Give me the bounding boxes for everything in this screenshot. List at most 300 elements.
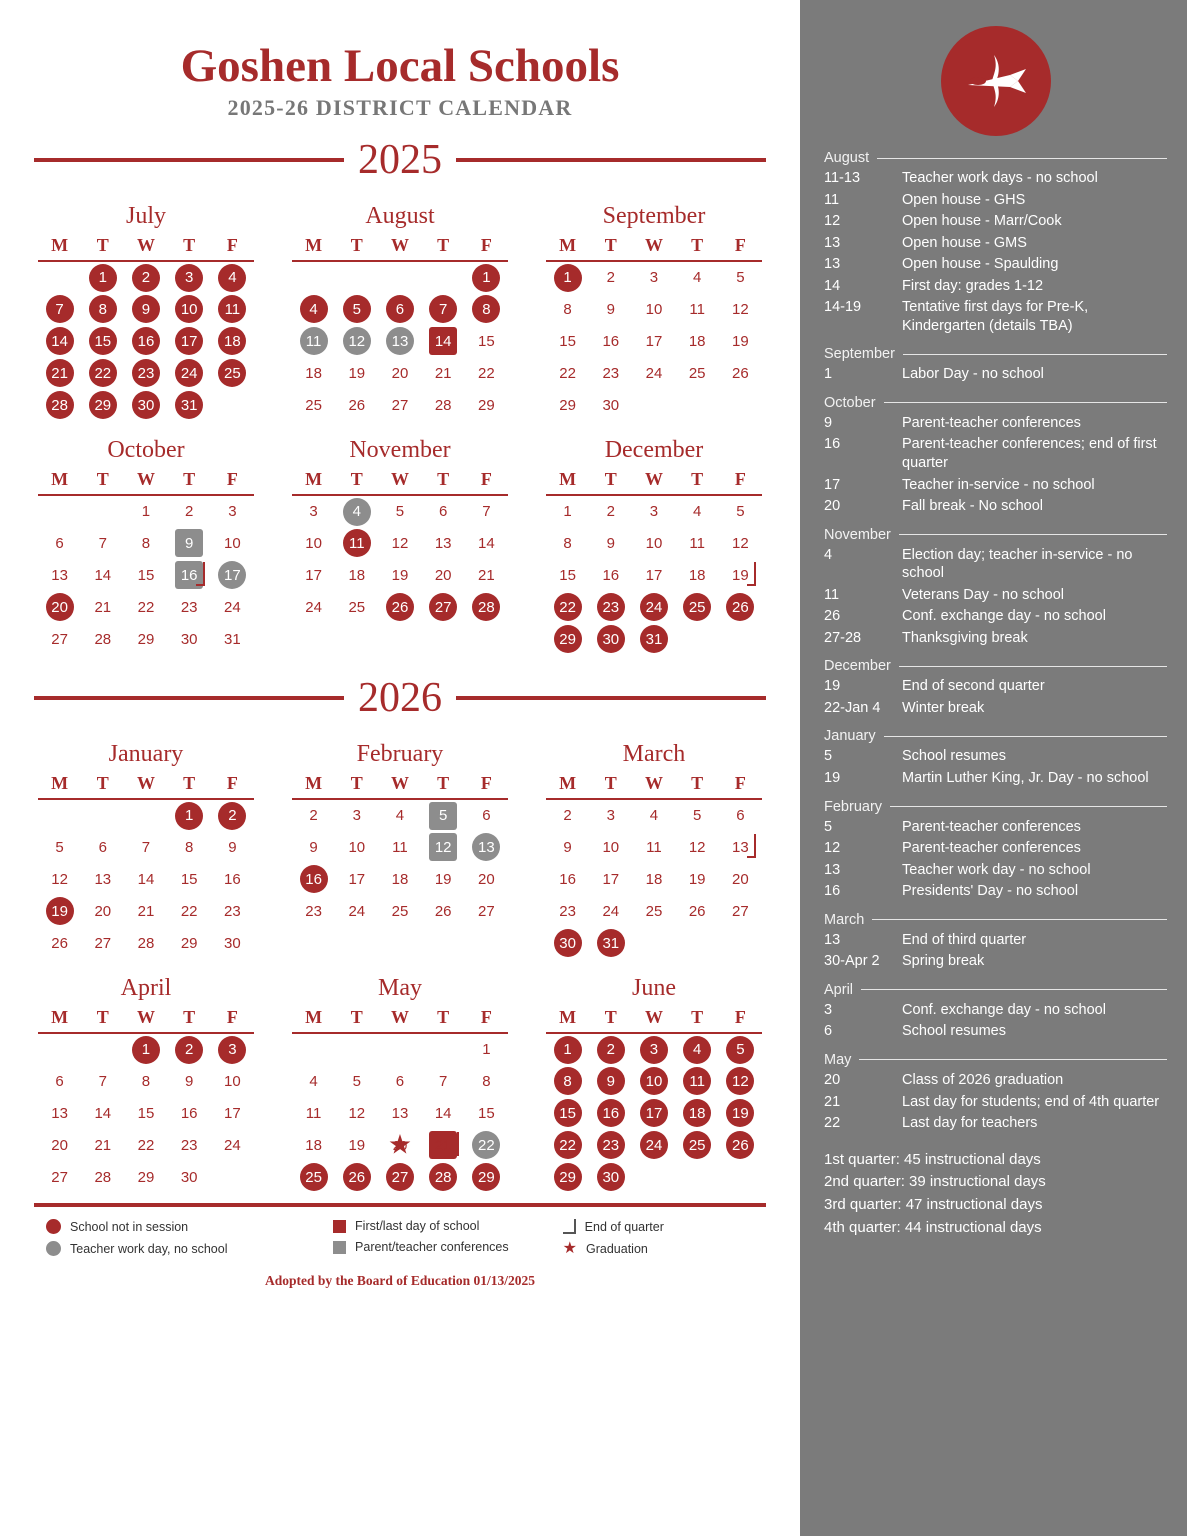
week-row: [38, 495, 254, 527]
month-title: December: [604, 437, 704, 464]
day-number: 23: [132, 359, 160, 387]
month-title: January: [108, 741, 184, 768]
sidebar-event-row: [824, 476, 1167, 495]
day-cell: [465, 1097, 508, 1129]
day-number: 1: [141, 503, 151, 521]
day-cell: [38, 389, 81, 421]
sidebar-month-heading: [824, 346, 1167, 362]
month-title: March: [622, 741, 686, 768]
day-cell: [422, 591, 465, 623]
day-cell: [589, 1161, 632, 1193]
day-cell: [632, 1033, 675, 1065]
day-number: 26: [732, 364, 749, 382]
event-date: 20: [824, 498, 841, 515]
day-cell: [676, 389, 719, 421]
day-number: 30: [224, 934, 241, 952]
day-number: 6: [55, 534, 64, 552]
day-cell: [211, 527, 254, 559]
day-number: 22: [554, 1131, 582, 1159]
week-row: [292, 389, 508, 421]
day-cell: [546, 863, 589, 895]
week-row: [38, 895, 254, 927]
day-cell: [589, 1129, 632, 1161]
year-label-2026: 2026: [358, 675, 442, 722]
day-number: 1: [554, 1036, 582, 1064]
week-row: [292, 1033, 508, 1065]
day-number: 29: [472, 1163, 500, 1191]
day-cell: [546, 261, 589, 293]
divider: [899, 534, 1167, 535]
day-cell: [589, 357, 632, 389]
month-title: April: [120, 975, 172, 1002]
day-cell: [335, 863, 378, 895]
weekday-header: M: [38, 468, 81, 495]
quarter-total: 4th quarter: 44 instructional days: [824, 1218, 1042, 1236]
day-cell: [465, 559, 508, 591]
event-description: Parent-teacher conferences: [902, 840, 1081, 857]
weekday-header: M: [546, 468, 589, 495]
day-number: 2: [563, 807, 572, 825]
week-row: [38, 863, 254, 895]
week-row: [38, 1065, 254, 1097]
month-title: October: [107, 437, 185, 464]
day-cell: [589, 623, 632, 655]
event-date: 11: [824, 586, 840, 603]
sidebar-event-row: [824, 607, 1167, 626]
day-number: 18: [218, 327, 246, 355]
day-number: 14: [46, 327, 74, 355]
day-number: 9: [597, 1067, 625, 1095]
day-cell: [168, 831, 211, 863]
day-number: 2: [606, 503, 615, 521]
day-number: 13: [386, 327, 414, 355]
day-number: 27: [94, 934, 112, 952]
day-number: 23: [559, 902, 576, 920]
week-row: [38, 799, 254, 831]
day-cell: [168, 623, 211, 655]
day-cell: [81, 495, 124, 527]
sidebar-month-name: January: [824, 728, 876, 745]
divider: [859, 1059, 1167, 1060]
day-cell: [676, 831, 719, 863]
day-cell: [124, 559, 167, 591]
day-cell: [38, 927, 81, 959]
week-row: [292, 527, 508, 559]
day-cell: [168, 1033, 211, 1065]
day-cell: [632, 325, 675, 357]
day-cell: [546, 591, 589, 623]
event-date: 19: [824, 770, 841, 787]
weekday-header: T: [676, 234, 719, 261]
day-number: 11: [343, 529, 371, 557]
month-title: July: [125, 203, 166, 230]
month-title: June: [632, 975, 676, 1002]
event-description: Last day for teachers: [902, 1115, 1038, 1132]
day-number: 25: [348, 598, 366, 616]
day-number: 6: [482, 807, 491, 825]
day-cell: [632, 1161, 675, 1193]
day-cell: [38, 831, 81, 863]
day-number: 22: [89, 359, 117, 387]
sidebar-event-row: [824, 298, 1167, 335]
sidebar-event-row: [824, 435, 1167, 472]
day-number: 28: [94, 1168, 112, 1186]
day-cell: [335, 1161, 378, 1193]
weekday-header: T: [589, 772, 632, 799]
day-number: 22: [472, 1131, 500, 1159]
day-cell: [719, 527, 762, 559]
day-cell: [589, 559, 632, 591]
quarter-total: 1st quarter: 45 instructional days: [824, 1150, 1041, 1168]
day-cell: [378, 1129, 421, 1161]
day-number: 29: [559, 396, 576, 414]
week-row: [292, 831, 508, 863]
day-number: 25: [683, 1131, 711, 1159]
day-number: 10: [224, 1072, 241, 1090]
day-cell: [211, 325, 254, 357]
day-number: 7: [141, 838, 151, 856]
day-cell: [81, 863, 124, 895]
day-cell: [632, 1129, 675, 1161]
month-table: [292, 772, 508, 927]
weekday-header: W: [378, 468, 421, 495]
day-cell: [719, 863, 762, 895]
day-number: 5: [692, 807, 702, 825]
event-description: Thanksgiving break: [902, 629, 1028, 646]
day-cell: [292, 895, 335, 927]
legend-column-3: [563, 1219, 754, 1257]
day-number: 1: [89, 264, 117, 292]
day-number: 18: [688, 566, 706, 584]
day-number: 5: [726, 1036, 754, 1064]
sidebar-event-row: [824, 365, 1167, 384]
day-cell: [589, 1097, 632, 1129]
event-date: 5: [824, 748, 833, 765]
day-cell: [589, 293, 632, 325]
day-number: 27: [391, 396, 409, 414]
day-number: 21: [434, 364, 452, 382]
day-cell: [38, 623, 81, 655]
day-cell: [211, 1129, 254, 1161]
day-number: 31: [224, 630, 241, 648]
weekday-header: W: [378, 234, 421, 261]
day-cell: [719, 389, 762, 421]
day-cell: [378, 527, 421, 559]
day-number: 9: [563, 838, 572, 856]
sidebar-month-name: May: [824, 1051, 852, 1068]
sidebar-event-row: [824, 255, 1167, 274]
week-row: [38, 261, 254, 293]
weekday-header: W: [124, 1006, 167, 1033]
day-cell: [589, 1065, 632, 1097]
day-number: 28: [472, 593, 500, 621]
sidebar-event-row: [824, 861, 1167, 880]
sidebar-month-name: October: [824, 394, 876, 411]
day-number: 12: [732, 300, 749, 318]
day-cell: [168, 927, 211, 959]
day-number: 10: [640, 1067, 668, 1095]
day-cell: [38, 895, 81, 927]
day-cell: [378, 1065, 421, 1097]
sidebar-month-name: March: [824, 911, 865, 928]
day-number: 12: [688, 838, 706, 856]
event-date: 5: [824, 818, 833, 835]
day-number: 18: [305, 1136, 322, 1154]
day-number: 19: [732, 332, 749, 350]
day-number: 27: [51, 630, 68, 648]
day-number: 24: [305, 598, 322, 616]
legend-column-2: [333, 1219, 563, 1257]
day-cell: [124, 1161, 167, 1193]
day-cell: [546, 389, 589, 421]
day-cell: [124, 623, 167, 655]
weekday-header: W: [632, 234, 675, 261]
day-number: 9: [132, 295, 160, 323]
day-number: 5: [395, 503, 405, 521]
day-number: 9: [175, 529, 203, 557]
day-cell: [292, 325, 335, 357]
day-number: 16: [132, 327, 160, 355]
week-row: [38, 559, 254, 591]
day-cell: [465, 863, 508, 895]
day-number: 30: [597, 1163, 625, 1191]
day-number: 9: [184, 1072, 194, 1090]
day-cell: [124, 1065, 167, 1097]
week-row: [546, 591, 762, 623]
day-cell: [465, 591, 508, 623]
day-cell: [378, 1161, 421, 1193]
day-cell: [546, 325, 589, 357]
day-number: 17: [175, 327, 203, 355]
day-number: 1: [132, 1036, 160, 1064]
day-cell: [719, 799, 762, 831]
week-row: [38, 831, 254, 863]
day-number: 20: [391, 364, 409, 382]
day-number: 2: [218, 802, 246, 830]
sidebar-event-row: [824, 1114, 1167, 1133]
event-description: Parent-teacher conferences; end of first quarter: [902, 436, 1157, 472]
day-cell: [546, 1097, 589, 1129]
day-cell: [124, 495, 167, 527]
day-cell: [378, 293, 421, 325]
day-cell: [168, 559, 211, 591]
sidebar-event-row: [824, 191, 1167, 210]
day-cell: [38, 325, 81, 357]
day-cell: [335, 1097, 378, 1129]
weekday-header: T: [335, 234, 378, 261]
day-number: 2: [606, 269, 615, 287]
weekday-header: W: [124, 234, 167, 261]
day-number: 23: [597, 1131, 625, 1159]
month-title: November: [349, 437, 451, 464]
circle-red-swatch-icon: [46, 1219, 61, 1234]
day-number: 23: [597, 593, 625, 621]
day-number: 15: [137, 566, 155, 584]
day-cell: [676, 527, 719, 559]
week-row: [292, 1161, 508, 1193]
day-cell: [676, 1129, 719, 1161]
sidebar-event-row: [824, 546, 1167, 583]
day-cell: [676, 357, 719, 389]
day-cell: [632, 623, 675, 655]
event-description: Spring break: [902, 953, 985, 970]
sidebar-event-row: [824, 839, 1167, 858]
day-cell: [632, 357, 675, 389]
day-number: 26: [726, 1131, 754, 1159]
day-cell: [465, 1065, 508, 1097]
week-row: [546, 895, 762, 927]
day-cell: [465, 325, 508, 357]
month-title: September: [602, 203, 706, 230]
day-cell: [292, 1065, 335, 1097]
event-date: 14-19: [824, 299, 862, 316]
day-number: 19: [726, 561, 754, 589]
day-cell: [124, 293, 167, 325]
day-cell: [335, 1033, 378, 1065]
sidebar-event-row: [824, 818, 1167, 837]
day-cell: [335, 325, 378, 357]
day-number: 22: [554, 593, 582, 621]
day-cell: [124, 799, 167, 831]
day-number: 7: [98, 1072, 107, 1090]
sidebar-month-name: February: [824, 798, 883, 815]
day-number: 19: [726, 1099, 754, 1127]
day-number: 16: [597, 1099, 625, 1127]
day-cell: [465, 1033, 508, 1065]
weekday-header: W: [124, 468, 167, 495]
day-cell: [589, 927, 632, 959]
day-number: 8: [482, 1072, 491, 1090]
district-logo: [941, 26, 1051, 136]
day-cell: [168, 799, 211, 831]
day-number: 20: [94, 902, 112, 920]
month-block: [534, 731, 774, 959]
day-number: 17: [602, 870, 620, 888]
day-number: 28: [434, 396, 452, 414]
day-number: 29: [137, 630, 155, 648]
day-number: 21: [46, 359, 74, 387]
day-number: 26: [348, 396, 366, 414]
event-description: School resumes: [902, 1023, 1006, 1040]
day-cell: [719, 495, 762, 527]
week-row: [38, 1129, 254, 1161]
weekday-header: T: [335, 772, 378, 799]
day-number: 16: [602, 566, 620, 584]
day-cell: [589, 831, 632, 863]
day-cell: [168, 863, 211, 895]
week-row: [38, 357, 254, 389]
day-cell: [378, 895, 421, 927]
week-row: [546, 261, 762, 293]
day-number: 23: [180, 1136, 198, 1154]
day-number: 27: [386, 1163, 414, 1191]
day-cell: [719, 1033, 762, 1065]
day-cell: [81, 1033, 124, 1065]
sidebar-event-list: [824, 150, 1167, 1133]
day-cell: [335, 293, 378, 325]
day-number: 4: [692, 269, 702, 287]
day-cell: [589, 495, 632, 527]
week-row: [546, 389, 762, 421]
day-cell: [292, 831, 335, 863]
day-number: 17: [645, 332, 663, 350]
day-cell: [168, 389, 211, 421]
sidebar-event-row: [824, 212, 1167, 231]
day-cell: [81, 1097, 124, 1129]
day-cell: [211, 1161, 254, 1193]
day-cell: [422, 293, 465, 325]
week-row: [292, 495, 508, 527]
day-cell: [378, 799, 421, 831]
day-cell: [632, 389, 675, 421]
day-cell: [465, 895, 508, 927]
day-cell: [589, 389, 632, 421]
day-number: 18: [688, 332, 706, 350]
event-description: Teacher work day - no school: [902, 861, 1091, 878]
day-number: 10: [348, 838, 366, 856]
day-cell: [81, 325, 124, 357]
day-cell: [124, 831, 167, 863]
quarter-total: 2nd quarter: 39 instructional days: [824, 1173, 1046, 1191]
day-cell: [676, 261, 719, 293]
week-row: [546, 1129, 762, 1161]
event-description: Martin Luther King, Jr. Day - no school: [902, 770, 1149, 787]
weekday-header: W: [378, 772, 421, 799]
day-number: 15: [89, 327, 117, 355]
day-cell: [422, 863, 465, 895]
week-row: [292, 895, 508, 927]
day-number: 19: [348, 364, 366, 382]
day-number: 7: [438, 1072, 448, 1090]
day-cell: [719, 1129, 762, 1161]
day-cell: [546, 623, 589, 655]
day-cell: [335, 357, 378, 389]
day-number: 6: [55, 1072, 64, 1090]
day-cell: [719, 895, 762, 927]
day-cell: [292, 1129, 335, 1161]
day-cell: [676, 623, 719, 655]
event-date: 22-Jan 4: [824, 699, 881, 716]
day-number: 1: [472, 264, 500, 292]
day-cell: [81, 261, 124, 293]
weekday-header: F: [465, 468, 508, 495]
week-row: [38, 1033, 254, 1065]
week-row: [292, 1065, 508, 1097]
day-cell: [589, 895, 632, 927]
day-cell: [211, 1097, 254, 1129]
day-number: 1: [175, 802, 203, 830]
day-number: 11: [689, 300, 705, 318]
day-cell: [378, 831, 421, 863]
week-row: [38, 293, 254, 325]
day-number: 16: [180, 1104, 198, 1122]
day-cell: [335, 261, 378, 293]
sidebar-event-row: [824, 234, 1167, 253]
day-cell: [422, 831, 465, 863]
sidebar-event-row: [824, 497, 1167, 516]
day-cell: [292, 863, 335, 895]
day-cell: [676, 591, 719, 623]
day-cell: [292, 1097, 335, 1129]
day-cell: [589, 1033, 632, 1065]
day-number: 10: [645, 300, 663, 318]
day-number: 30: [602, 396, 620, 414]
sidebar-month-heading: [824, 527, 1167, 543]
day-cell: [378, 261, 421, 293]
day-cell: [632, 863, 675, 895]
weekday-header: T: [676, 468, 719, 495]
day-cell: [719, 1065, 762, 1097]
